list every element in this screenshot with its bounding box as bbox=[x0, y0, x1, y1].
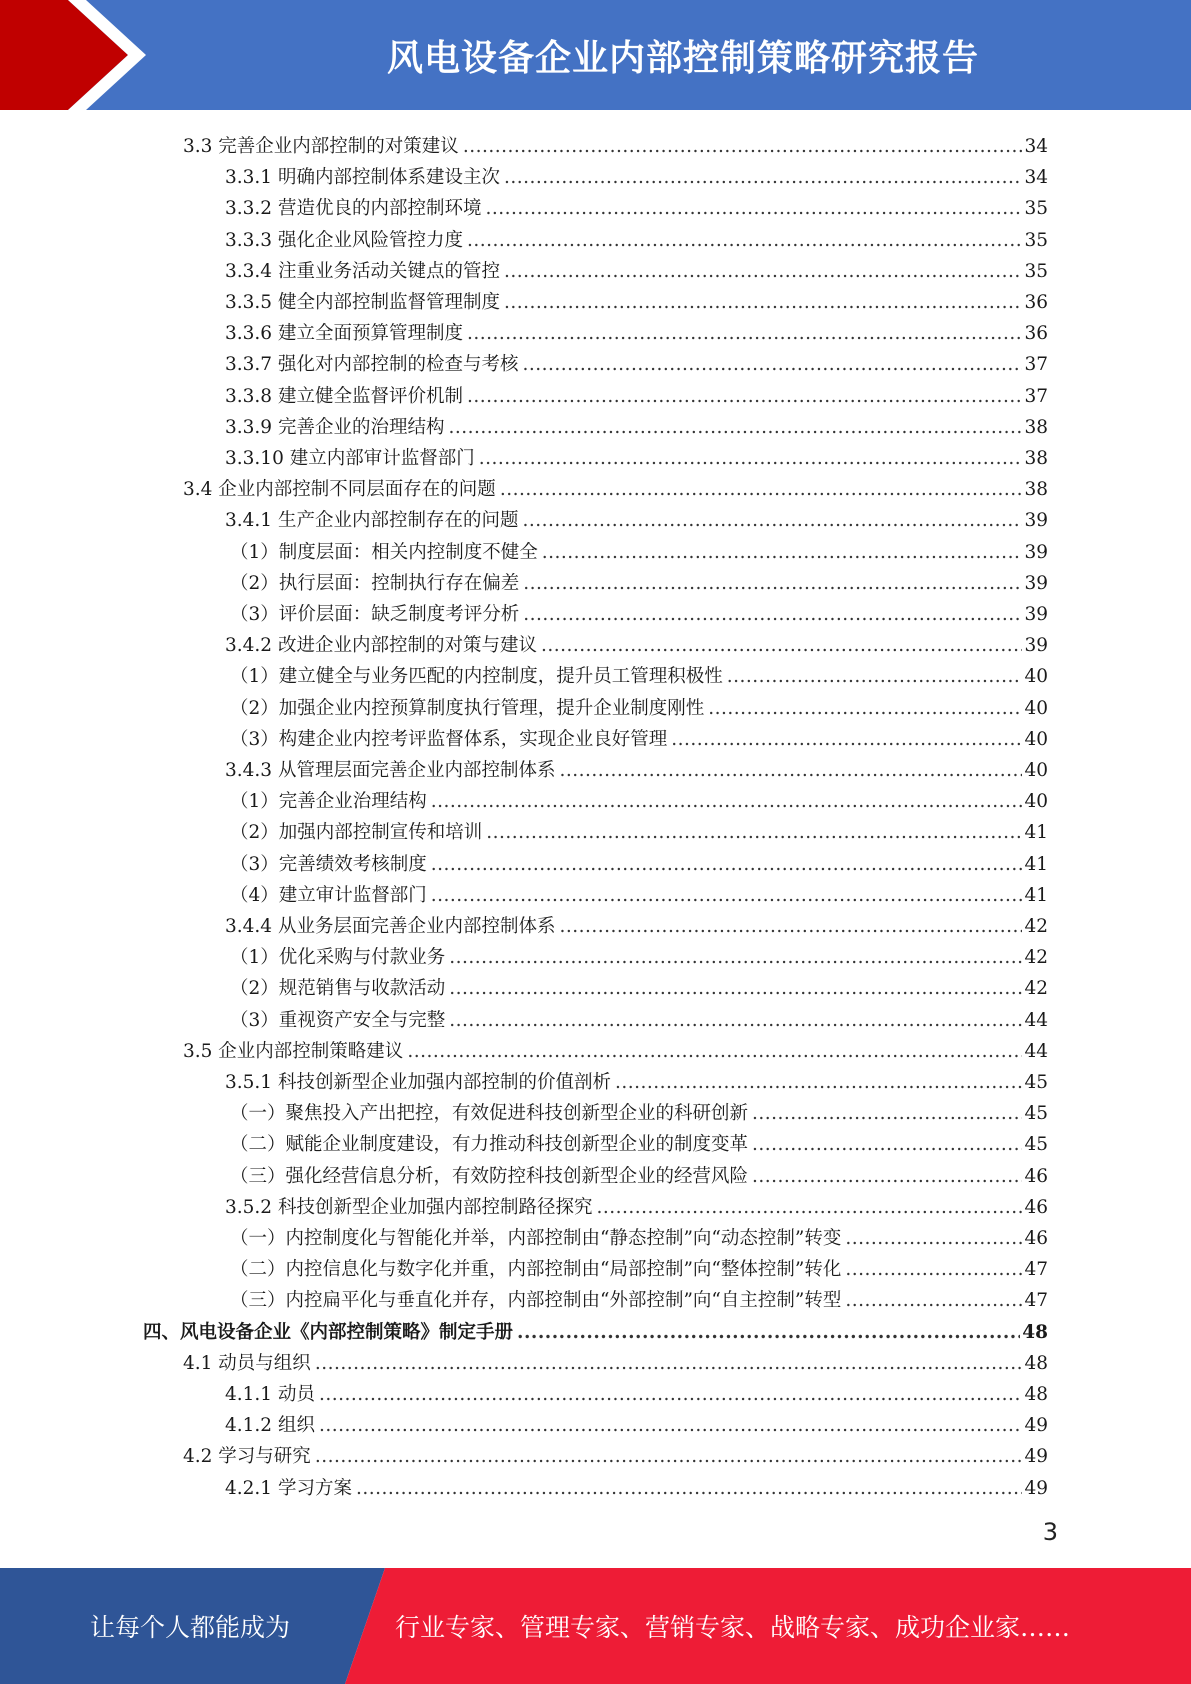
toc-entry[interactable] bbox=[183, 471, 1048, 502]
toc-entry-title: （二）赋能企业制度建设，有力推动科技创新型企业的制度变革 bbox=[230, 1134, 749, 1156]
toc-entry[interactable] bbox=[225, 222, 1048, 253]
toc-entry-title: 3.3.1 明确内部控制体系建设主次 bbox=[225, 167, 500, 189]
toc-entry[interactable] bbox=[230, 658, 1048, 689]
toc-entry[interactable] bbox=[230, 1002, 1048, 1033]
toc-entry-page: 49 bbox=[1024, 1477, 1048, 1499]
toc-entry-page: 37 bbox=[1024, 385, 1048, 407]
toc-dot-leader bbox=[615, 1071, 1022, 1095]
toc-entry-title: 4.2.1 学习方案 bbox=[225, 1477, 352, 1499]
toc-entry-page: 34 bbox=[1024, 136, 1048, 157]
footer-slogan-left: 让每个人都能成为 bbox=[89, 1613, 290, 1642]
toc-dot-leader bbox=[845, 1289, 1022, 1313]
toc-entry[interactable] bbox=[230, 690, 1048, 721]
toc-dot-leader bbox=[485, 197, 1022, 221]
toc-entry[interactable] bbox=[230, 939, 1048, 970]
toc-dot-leader bbox=[559, 759, 1022, 783]
toc-entry[interactable] bbox=[230, 1282, 1048, 1313]
toc-dot-leader bbox=[486, 821, 1022, 845]
toc-entry[interactable] bbox=[230, 814, 1048, 845]
toc-entry-title: （2）规范销售与收款活动 bbox=[230, 978, 446, 1000]
toc-dot-leader bbox=[845, 1227, 1022, 1251]
toc-entry-page: 35 bbox=[1024, 229, 1048, 251]
toc-dot-leader bbox=[541, 634, 1022, 658]
toc-entry[interactable] bbox=[230, 970, 1048, 1001]
toc-dot-leader bbox=[596, 1196, 1022, 1220]
toc-dot-leader bbox=[542, 541, 1023, 565]
toc-entry[interactable] bbox=[225, 159, 1048, 190]
toc-entry-page: 39 bbox=[1024, 572, 1048, 594]
toc-entry-page: 49 bbox=[1024, 1446, 1048, 1468]
toc-dot-leader bbox=[523, 603, 1022, 627]
toc-entry[interactable] bbox=[230, 534, 1048, 565]
toc-entry-title: （1）优化采购与付款业务 bbox=[230, 947, 446, 969]
toc-entry-title: 四、风电设备企业《内部控制策略》制定手册 bbox=[143, 1321, 514, 1343]
toc-entry-title: （1）制度层面：相关内控制度不健全 bbox=[230, 541, 538, 563]
toc-entry-page: 47 bbox=[1024, 1259, 1048, 1281]
page-footer bbox=[0, 1568, 1191, 1684]
toc-entry-page: 48 bbox=[1024, 1384, 1048, 1405]
toc-entry-title: 3.3.5 健全内部控制监督管理制度 bbox=[225, 292, 500, 313]
toc-entry-page: 45 bbox=[1024, 1134, 1048, 1156]
toc-entry[interactable] bbox=[230, 721, 1048, 752]
toc-entry-title: 3.3.6 建立全面预算管理制度 bbox=[225, 323, 463, 345]
toc-entry-page: 39 bbox=[1024, 604, 1048, 625]
toc-entry-page: 39 bbox=[1024, 510, 1048, 532]
toc-dot-leader bbox=[407, 1040, 1022, 1064]
toc-entry-page: 34 bbox=[1024, 167, 1048, 189]
toc-dot-leader bbox=[517, 1321, 1020, 1345]
toc-dot-leader bbox=[500, 478, 1023, 502]
toc-dot-leader bbox=[431, 884, 1023, 908]
toc-dot-leader bbox=[752, 1165, 1022, 1189]
toc-entry-page: 42 bbox=[1024, 916, 1048, 937]
toc-entry-page: 36 bbox=[1024, 292, 1048, 313]
toc-entry-page: 45 bbox=[1024, 1103, 1048, 1125]
toc-entry-page: 44 bbox=[1024, 1040, 1048, 1062]
toc-entry-title: 4.2 学习与研究 bbox=[183, 1446, 311, 1468]
toc-entry-page: 35 bbox=[1024, 198, 1048, 220]
toc-entry[interactable] bbox=[225, 378, 1048, 409]
toc-entry-title: （1）完善企业治理结构 bbox=[230, 791, 427, 813]
toc-entry-title: 3.3.9 完善企业的治理结构 bbox=[225, 416, 445, 438]
toc-entry-title: 3.4.1 生产企业内部控制存在的问题 bbox=[225, 510, 519, 532]
toc-entry-page: 36 bbox=[1024, 323, 1048, 345]
toc-dot-leader bbox=[752, 1133, 1022, 1157]
toc-dot-leader bbox=[522, 353, 1022, 377]
toc-entry[interactable] bbox=[225, 908, 1048, 939]
toc-entry-title: （2）加强企业内控预算制度执行管理，提升企业制度刚性 bbox=[230, 697, 705, 719]
toc-dot-leader bbox=[319, 1414, 1023, 1438]
toc-entry-page: 45 bbox=[1024, 1072, 1048, 1093]
toc-entry[interactable] bbox=[225, 1189, 1048, 1220]
toc-entry-title: 3.3.10 建立内部审计监督部门 bbox=[225, 448, 475, 469]
footer-slogan-right: 行业专家、管理专家、营销专家、战略专家、成功企业家…… bbox=[395, 1613, 1071, 1642]
toc-dot-leader bbox=[448, 416, 1022, 440]
toc-entry[interactable] bbox=[183, 1033, 1048, 1064]
toc-entry-title: 3.3.2 营造优良的内部控制环境 bbox=[225, 198, 482, 220]
toc-entry[interactable] bbox=[225, 502, 1048, 533]
toc-dot-leader bbox=[449, 977, 1022, 1001]
toc-entry-page: 42 bbox=[1024, 947, 1048, 969]
document-title: 风电设备企业内部控制策略研究报告 bbox=[386, 37, 979, 79]
toc-dot-leader bbox=[845, 1258, 1022, 1282]
toc-entry-page: 40 bbox=[1024, 697, 1048, 719]
toc-entry[interactable] bbox=[225, 1407, 1048, 1438]
toc-entry[interactable] bbox=[230, 1095, 1048, 1126]
toc-entry-title: 3.3.8 建立健全监督评价机制 bbox=[225, 385, 463, 407]
toc-entry[interactable] bbox=[225, 253, 1048, 284]
toc-entry-title: 3.3.7 强化对内部控制的检查与考核 bbox=[225, 354, 519, 376]
toc-entry-title: 3.5.2 科技创新型企业加强内部控制路径探究 bbox=[225, 1196, 593, 1218]
toc-entry-title: （三）强化经营信息分析，有效防控科技创新型企业的经营风险 bbox=[230, 1165, 749, 1187]
toc-entry[interactable] bbox=[230, 565, 1048, 596]
toc-entry[interactable] bbox=[225, 315, 1048, 346]
toc-entry-page: 40 bbox=[1024, 791, 1048, 813]
toc-dot-leader bbox=[431, 853, 1023, 877]
toc-dot-leader bbox=[671, 728, 1022, 752]
page-header bbox=[0, 0, 1191, 110]
toc-entry[interactable] bbox=[183, 128, 1048, 159]
toc-entry-title: （2）执行层面：控制执行存在偏差 bbox=[230, 572, 520, 594]
toc-entry-title: （4）建立审计监督部门 bbox=[230, 884, 427, 906]
toc-entry-page: 35 bbox=[1024, 260, 1048, 282]
toc-entry[interactable] bbox=[230, 1126, 1048, 1157]
page-number: 3 bbox=[1042, 1518, 1058, 1546]
toc-entry-page: 41 bbox=[1024, 884, 1048, 906]
toc-entry-title: （1）建立健全与业务匹配的内控制度，提升员工管理积极性 bbox=[230, 666, 723, 688]
toc-entry-title: 4.1.2 组织 bbox=[225, 1415, 315, 1437]
toc-entry-title: （3）评价层面：缺乏制度考评分析 bbox=[230, 604, 520, 625]
toc-entry-title: 3.3.4 注重业务活动关键点的管控 bbox=[225, 260, 500, 282]
toc-entry-title: （一）内控制度化与智能化并举，内部控制由“静态控制”向“动态控制”转变 bbox=[230, 1228, 842, 1249]
toc-entry[interactable] bbox=[225, 346, 1048, 377]
toc-entry-page: 42 bbox=[1024, 978, 1048, 1000]
toc-entry[interactable] bbox=[183, 1345, 1048, 1376]
toc-entry-page: 46 bbox=[1024, 1165, 1048, 1187]
toc-entry-title: （3）重视资产安全与完整 bbox=[230, 1009, 446, 1031]
toc-entry-title: 3.4.2 改进企业内部控制的对策与建议 bbox=[225, 635, 537, 657]
toc-entry-page: 39 bbox=[1024, 541, 1048, 563]
toc-entry[interactable] bbox=[225, 409, 1048, 440]
toc-entry-page: 38 bbox=[1024, 416, 1048, 438]
toc-dot-leader bbox=[467, 322, 1022, 346]
toc-dot-leader bbox=[449, 1009, 1022, 1033]
toc-entry-title: （3）构建企业内控考评监督体系，实现企业良好管理 bbox=[230, 728, 668, 750]
toc-entry-page: 38 bbox=[1024, 479, 1048, 501]
toc-entry[interactable] bbox=[230, 1251, 1048, 1282]
toc-dot-leader bbox=[752, 1102, 1022, 1126]
toc-dot-leader bbox=[315, 1352, 1023, 1376]
toc-dot-leader bbox=[708, 697, 1022, 721]
toc-entry-page: 48 bbox=[1024, 1352, 1048, 1374]
toc-entry-page: 44 bbox=[1024, 1009, 1048, 1031]
toc-entry-title: 3.4 企业内部控制不同层面存在的问题 bbox=[183, 479, 496, 501]
toc-entry-page: 40 bbox=[1024, 760, 1048, 781]
toc-dot-leader bbox=[467, 229, 1022, 253]
toc-entry[interactable] bbox=[225, 627, 1048, 658]
toc-entry[interactable] bbox=[230, 877, 1048, 908]
toc-entry[interactable] bbox=[225, 1470, 1048, 1501]
toc-entry[interactable] bbox=[225, 190, 1048, 221]
toc-entry-page: 49 bbox=[1024, 1415, 1048, 1437]
toc-entry[interactable] bbox=[225, 1064, 1048, 1095]
toc-entry-page: 41 bbox=[1024, 822, 1048, 844]
toc-dot-leader bbox=[727, 665, 1023, 689]
toc-dot-leader bbox=[522, 509, 1022, 533]
toc-dot-leader bbox=[463, 135, 1023, 159]
toc-entry-title: （一）聚焦投入产出把控，有效促进科技创新型企业的科研创新 bbox=[230, 1103, 749, 1125]
toc-entry-title: （3）完善绩效考核制度 bbox=[230, 853, 427, 875]
toc-dot-leader bbox=[356, 1477, 1023, 1501]
toc-entry[interactable] bbox=[230, 1220, 1048, 1251]
toc-entry[interactable] bbox=[225, 752, 1048, 783]
toc-entry-title: 3.5 企业内部控制策略建议 bbox=[183, 1040, 404, 1062]
toc-entry[interactable] bbox=[230, 846, 1048, 877]
toc-entry[interactable] bbox=[225, 284, 1048, 315]
toc-dot-leader bbox=[479, 447, 1023, 471]
toc-entry-title: （二）内控信息化与数字化并重，内部控制由“局部控制”向“整体控制”转化 bbox=[230, 1259, 842, 1281]
toc-entry-page: 40 bbox=[1024, 728, 1048, 750]
toc-entry-title: 3.4.4 从业务层面完善企业内部控制体系 bbox=[225, 916, 556, 937]
toc-entry[interactable] bbox=[225, 1376, 1048, 1407]
toc-dot-leader bbox=[315, 1445, 1023, 1469]
toc-entry[interactable] bbox=[230, 596, 1048, 627]
toc-dot-leader bbox=[319, 1383, 1023, 1407]
toc-entry[interactable] bbox=[230, 783, 1048, 814]
toc-dot-leader bbox=[467, 385, 1022, 409]
toc-dot-leader bbox=[523, 572, 1022, 596]
toc-entry-page: 39 bbox=[1024, 635, 1048, 657]
toc-entry-title: 3.3 完善企业内部控制的对策建议 bbox=[183, 136, 459, 157]
toc-entry-page: 41 bbox=[1024, 853, 1048, 875]
toc-entry-title: 3.3.3 强化企业风险管控力度 bbox=[225, 229, 463, 251]
toc-entry-title: 3.4.3 从管理层面完善企业内部控制体系 bbox=[225, 760, 556, 781]
header-arrow-accent bbox=[0, 0, 160, 110]
toc-entry-page: 47 bbox=[1024, 1290, 1048, 1312]
toc-entry-title: （三）内控扁平化与垂直化并存，内部控制由“外部控制”向“自主控制”转型 bbox=[230, 1290, 842, 1312]
toc-dot-leader bbox=[431, 790, 1023, 814]
toc-entry-page: 38 bbox=[1024, 448, 1048, 469]
toc-entry-title: 3.5.1 科技创新型企业加强内部控制的价值剖析 bbox=[225, 1072, 611, 1093]
toc-dot-leader bbox=[504, 260, 1022, 284]
toc-dot-leader bbox=[559, 915, 1022, 939]
toc-entry-page: 46 bbox=[1024, 1228, 1048, 1249]
toc-dot-leader bbox=[449, 946, 1022, 970]
toc-entry[interactable] bbox=[143, 1314, 1048, 1345]
toc-entry-page: 46 bbox=[1024, 1196, 1048, 1218]
toc-entry[interactable] bbox=[230, 1158, 1048, 1189]
toc-entry-title: 4.1.1 动员 bbox=[225, 1384, 315, 1405]
toc-entry-page: 48 bbox=[1022, 1321, 1048, 1343]
toc-entry[interactable] bbox=[225, 440, 1048, 471]
toc-entry-page: 40 bbox=[1024, 666, 1048, 688]
toc-dot-leader bbox=[504, 291, 1022, 315]
toc-entry-title: （2）加强内部控制宣传和培训 bbox=[230, 822, 483, 844]
toc-entry-page: 37 bbox=[1024, 354, 1048, 376]
toc-entry-title: 4.1 动员与组织 bbox=[183, 1352, 311, 1374]
toc-dot-leader bbox=[504, 166, 1022, 190]
toc-entry[interactable] bbox=[183, 1438, 1048, 1469]
